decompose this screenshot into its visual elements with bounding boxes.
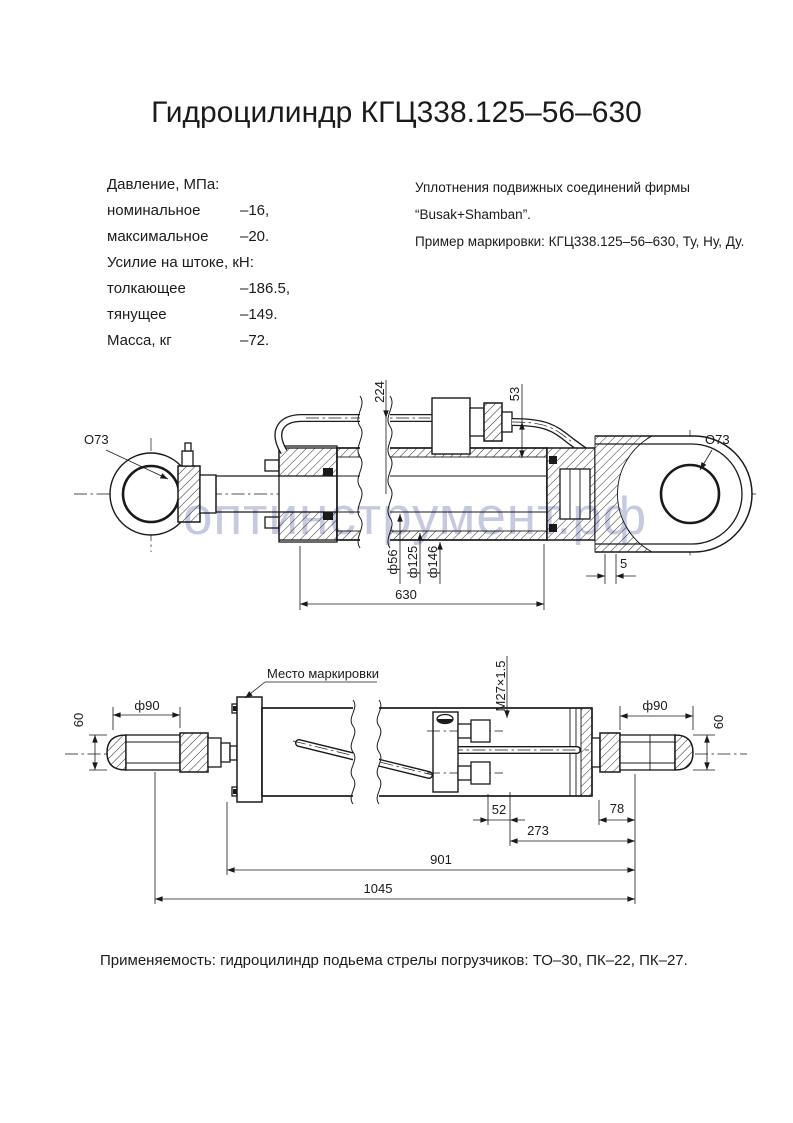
- pin-left: [107, 733, 237, 772]
- spec-row: [107, 198, 357, 224]
- dim-52-label: 52: [491, 802, 507, 817]
- spec-label: номинальное: [107, 202, 201, 219]
- top-view-drawing: [55, 642, 755, 932]
- dim-5-label: 5: [620, 556, 628, 571]
- dim-thread-label: М27×1.5: [493, 660, 508, 712]
- spec-label: максимальное: [107, 228, 209, 245]
- break-lines-top: [351, 700, 381, 804]
- spec-value: –16,: [240, 202, 270, 219]
- spec-value: –72.: [240, 332, 270, 349]
- dim-273-label: 273: [527, 823, 549, 838]
- spec-label: толкающее: [107, 280, 186, 297]
- dim-1045-label: 1045: [363, 881, 393, 896]
- spec-label: тянущее: [107, 306, 167, 323]
- marking-place-label: Место маркировки: [267, 666, 380, 681]
- dim-eye-left-label: О73: [84, 432, 109, 447]
- spec-value: –20.: [240, 228, 270, 245]
- seal-note-line2: “Busak+Shamban”.: [415, 207, 531, 222]
- grease-fitting: [182, 451, 193, 466]
- watermark: оптинструмент.рф: [183, 487, 648, 546]
- pin-right: [592, 733, 693, 772]
- spec-value: –186.5,: [240, 280, 291, 297]
- applicability-note: Применяемость: гидроцилиндр подьема стрелы погрузчиков: ТО–30, ПК–22, ПК–27.: [100, 952, 688, 969]
- spec-row: [107, 250, 357, 276]
- dim-53-label: 53: [507, 386, 522, 402]
- dim-d56-label: ф56: [385, 549, 400, 575]
- dim-d146-label: ф146: [425, 545, 440, 579]
- spec-row: [107, 328, 357, 354]
- seal-note-line3: Пример маркировки: КГЦ338.125–56–630, Ту, Ну, Ду.: [415, 234, 745, 249]
- front-flange: [232, 697, 262, 802]
- dim-630-label: 630: [395, 587, 417, 602]
- spec-label: Давление, МПа:: [107, 176, 220, 193]
- specs-table: [107, 172, 357, 354]
- dim-d90-left-label: ф90: [134, 698, 160, 713]
- spec-row: [107, 224, 357, 250]
- spec-row: [107, 172, 357, 198]
- dim-d125-label: ф125: [405, 545, 420, 579]
- dim-78-label: 78: [609, 801, 625, 816]
- seal-notes: [415, 174, 765, 255]
- dim-eye-right-label: О73: [705, 432, 730, 447]
- dim-60-left-label: 60: [71, 712, 86, 728]
- dim-60-right-label: 60: [711, 714, 726, 730]
- spec-label: Масса, кг: [107, 332, 172, 349]
- spec-row: [107, 302, 357, 328]
- dim-d90-right-label: ф90: [642, 698, 668, 713]
- spec-row: [107, 276, 357, 302]
- spec-value: –149.: [240, 306, 278, 323]
- page-title: Гидроцилиндр КГЦ338.125–56–630: [151, 96, 642, 129]
- dim-901-label: 901: [430, 852, 452, 867]
- seal-note-line1: Уплотнения подвижных соединений фирмы: [415, 180, 690, 195]
- spec-label: Усилие на штоке, кН:: [107, 254, 254, 271]
- port-block: [432, 398, 512, 454]
- dim-224-label: 224: [372, 381, 387, 403]
